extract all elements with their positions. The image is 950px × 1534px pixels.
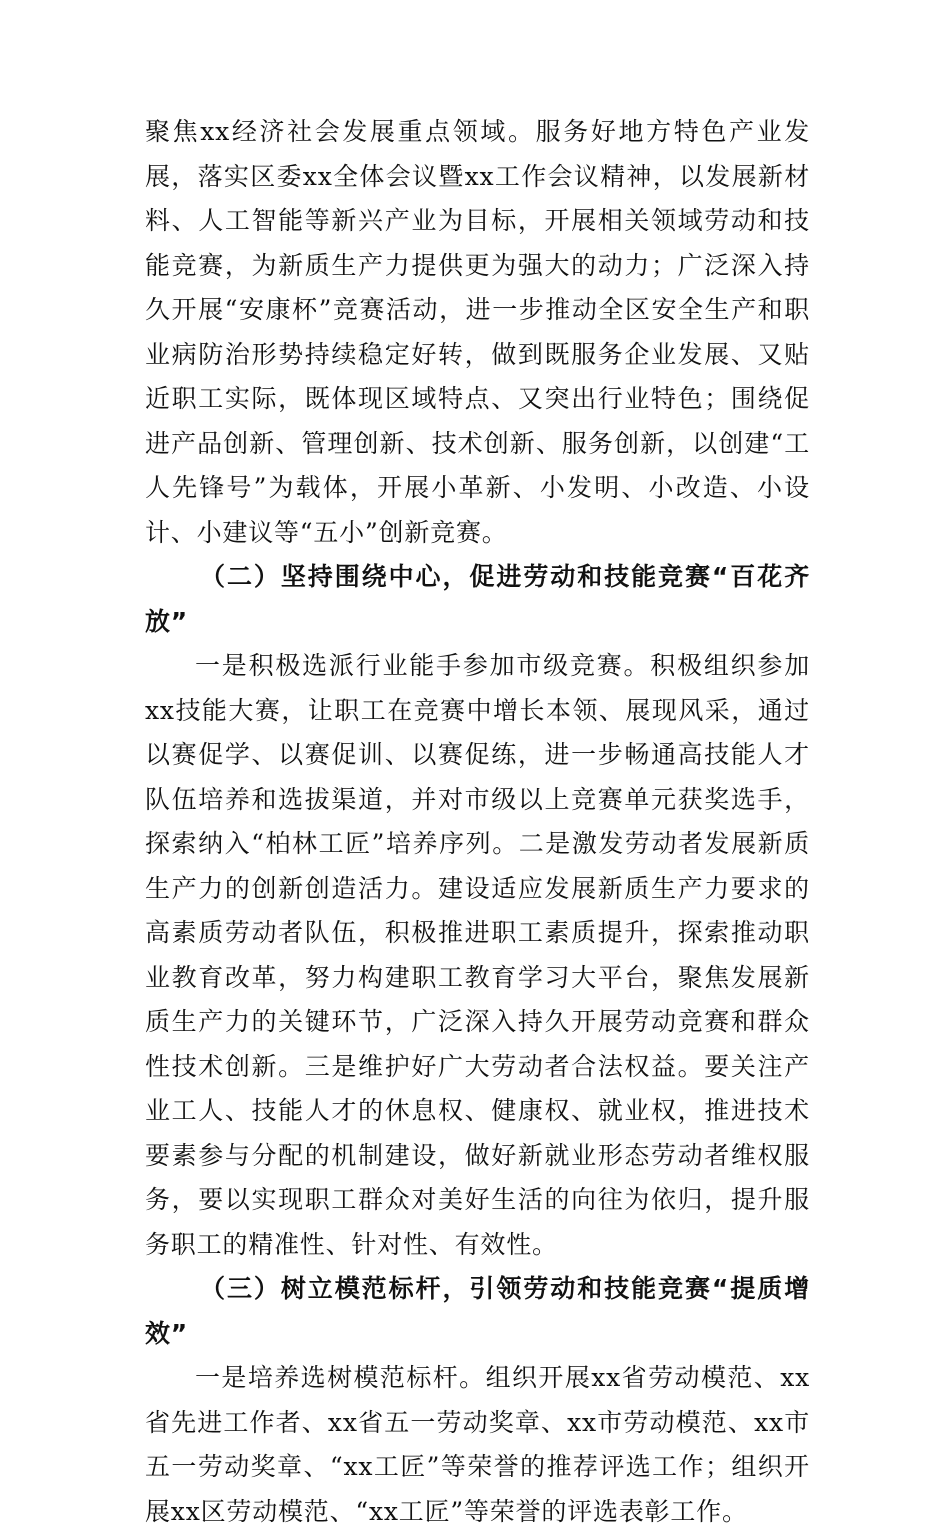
body-paragraph: 一是培养选树模范标杆。组织开展xx省劳动模范、xx省先进工作者、xx省五一劳动奖章、xx市劳动模范、xx市五一劳动奖章、“xx工匠”等荣誉的推荐评选工作；组织开展xx区劳动模范、“xx工匠”等荣誉的评选表彰工作。 xyxy=(145,1363,810,1526)
section-heading-2: （二）坚持围绕中心，促进劳动和技能竞赛“百花齐放” xyxy=(145,562,810,636)
document-body xyxy=(145,110,810,1534)
section-heading-3: （三）树立模范标杆，引领劳动和技能竞赛“提质增效” xyxy=(145,1274,810,1348)
body-paragraph: 聚焦xx经济社会发展重点领域。服务好地方特色产业发展，落实区委xx全体会议暨xx工作会议精神，以发展新材料、人工智能等新兴产业为目标，开展相关领域劳动和技能竞赛，为新质生产力提供更为强大的动力；广泛深入持久开展“安康杯”竞赛活动，进一步推动全区安全生产和职业病防治形势持续稳定好转，做到既服务企业发展、又贴近职工实际，既体现区域特点、又突出行业特色；围绕促进产品创新、管理创新、技术创新、服务创新，以创建“工人先锋号”为载体，开展小革新、小发明、小改造、小设计、小建议等“五小”创新竞赛。 xyxy=(145,117,810,547)
body-paragraph: 一是积极选派行业能手参加市级竞赛。积极组织参加xx技能大赛，让职工在竞赛中增长本领、展现风采，通过以赛促学、以赛促训、以赛促练，进一步畅通高技能人才队伍培养和选拔渠道，并对市级以上竞赛单元获奖选手，探索纳入“柏林工匠”培养序列。二是激发劳动者发展新质生产力的创新创造活力。建设适应发展新质生产力要求的高素质劳动者队伍，积极推进职工素质提升，探索推动职业教育改革，努力构建职工教育学习大平台，聚焦发展新质生产力的关键环节，广泛深入持久开展劳动竞赛和群众性技术创新。三是维护好广大劳动者合法权益。要关注产业工人、技能人才的休息权、健康权、就业权，推进技术要素参与分配的机制建设，做好新就业形态劳动者维权服务，要以实现职工群众对美好生活的向往为依归，提升服务职工的精准性、针对性、有效性。 xyxy=(145,651,810,1259)
